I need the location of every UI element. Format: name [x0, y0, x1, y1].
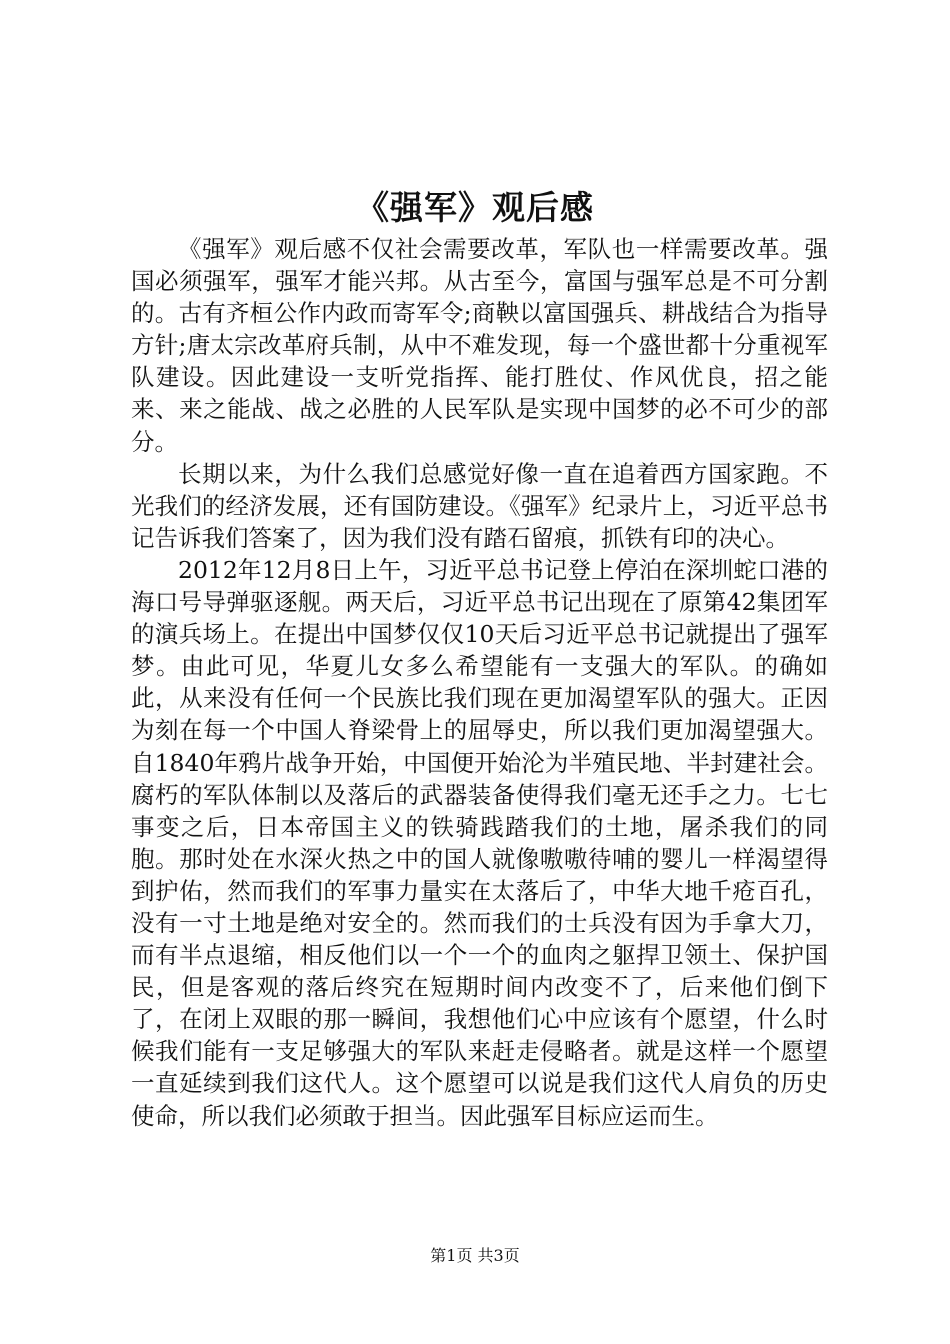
paragraph-3: 2012年12月8日上午，习近平总书记登上停泊在深圳蛇口港的海口号导弹驱逐舰。两天后，习近平总书记出现在了原第42集团军的演兵场上。在提出中国梦仅仅10天后习近平总书记就提出了强军梦。由此可见，华夏儿女多么希望能有一支强大的军队。的确如此，从来没有任何一个民族比我们现在更加渴望军队的强大。正因为刻在每一个中国人脊梁骨上的屈辱史，所以我们更加渴望强大。自1840年鸦片战争开始，中国便开始沦为半殖民地、半封建社会。腐朽的军队体制以及落后的武器装备使得我们毫无还手之力。七七事变之后，日本帝国主义的铁骑践踏我们的土地，屠杀我们的同胞。那时处在水深火热之中的国人就像嗷嗷待哺的婴儿一样渴望得到护佑，然而我们的军事力量实在太落后了，中华大地千疮百孔，没有一寸土地是绝对安全的。然而我们的士兵没有因为手拿大刀，而有半点退缩，相反他们以一个一个的血肉之躯捍卫领土、保护国民，但是客观的落后终究在短期时间内改变不了，后来他们倒下了，在闭上双眼的那一瞬间，我想他们心中应该有个愿望，什么时候我们能有一支足够强大的军队来赶走侵略者。就是这样一个愿望一直延续到我们这代人。这个愿望可以说是我们这代人肩负的历史使命，所以我们必须敢于担当。因此强军目标应运而生。: [131, 555, 828, 1130]
paragraph-1: 《强军》观后感不仅社会需要改革，军队也一样需要改革。强国必须强军，强军才能兴邦。从古至今，富国与强军总是不可分割的。古有齐桓公作内政而寄军令;商鞅以富国强兵、耕战结合为指导方针;唐太宗改革府兵制，从中不难发现，每一个盛世都十分重视军队建设。因此建设一支听党指挥、能打胜仗、作风优良，招之能来、来之能战、战之必胜的人民军队是实现中国梦的必不可少的部分。: [131, 235, 828, 456]
document-title: 《强军》观后感: [356, 188, 594, 227]
page-number-footer: 第1页 共3页: [430, 1246, 520, 1265]
paragraph-2: 长期以来，为什么我们总感觉好像一直在追着西方国家跑。不光我们的经济发展，还有国防建设。《强军》纪录片上，习近平总书记告诉我们答案了，因为我们没有踏石留痕，抓铁有印的决心。: [131, 459, 828, 552]
document-body: [131, 233, 828, 1132]
